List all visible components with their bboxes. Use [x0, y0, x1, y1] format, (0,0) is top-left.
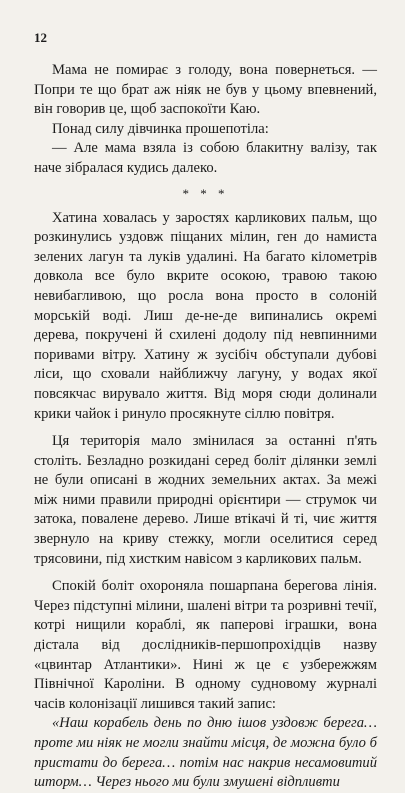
paragraph-1: Мама не помирає з голоду, вона повернеться. — Попри те що брат аж ніяк не був у цьому впевнений, він говорив це, щоб заспокоїти Каю.: [34, 62, 377, 118]
paragraph-6: Спокій боліт охороняла пошарпана берегова лінія. Через підступні мілини, шалені вітри та розривні течії, котрі нищили кораблі, як паперові іграшки, вона дістала від дослідників-першопрохідців назву «цвинтар Атлантики». Нині ж це є узбережжям Північної Кароліни. В одному судновому журналі часів колонізації лишився такий запис:: [34, 578, 377, 712]
paragraph-5: Ця територія мало змінилася за останні п'ять століть. Безладно розкидані серед боліт ділянки землі не були описані в жодних земельних актах. За межі між ними правили природні орієнтири — струмок чи затока, повалене дерево. Лише втікачі й ті, чиє життя звернуло на криву стежку, могли оселитися серед трясовини, під хистким навісом з карликових пальм.: [34, 433, 377, 567]
section-separator: * * *: [182, 185, 229, 201]
paragraph-gap: [34, 424, 377, 432]
paragraph-gap: [34, 569, 377, 577]
paragraph-2: Понад силу дівчинка прошепотіла:: [52, 120, 269, 137]
paragraph-4: Хатина ховалась у заростях карликових пальм, що розкинулись уздовж піщаних мілин, ген до намиста зелених лагун та луків удалині. На багато кілометрів довкола все було вкрите осокою, травою такою невибагливою, що росла вона просто в солоній морській воді. Лиш де-не-де випинались окремі дерева, покручені й схилені додолу під невпинними поривами вітру. Хатину ж зусібіч обступали дубові ліси, що сховали найближчу лагуну, у водах якої повсякчас вирувало життя. Від моря сюди долинали крики чайок і ринуло просякнуте сіллю повітря.: [34, 209, 377, 422]
paragraph-7-quote: «Наш корабель день по дню ішов уздовж берега… проте ми ніяк не могли знайти місця, де можна було б пристати до берега… потім нас накрив несамовитий шторм… Через нього ми були змушені відпливти: [34, 715, 377, 791]
page-number: 12: [34, 30, 47, 45]
paragraph-3: — Але мама взяла із собою блакитну валізу, так наче зібралася кудись далеко.: [34, 140, 377, 176]
